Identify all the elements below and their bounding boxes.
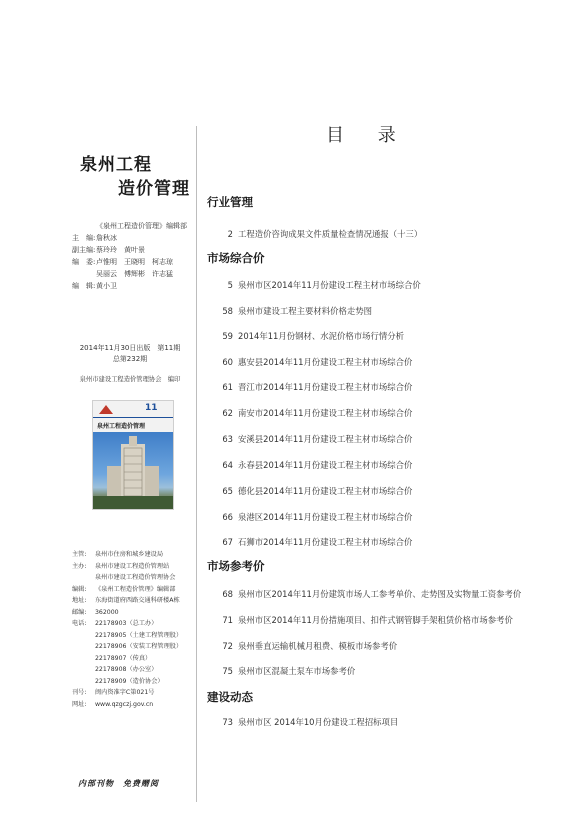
magazine-logo bbox=[80, 150, 190, 200]
info-row: 22178908（办公室） bbox=[95, 666, 158, 673]
toc-entry-title: 泉州市区混凝土泵车市场参考价 bbox=[238, 666, 356, 676]
toc-entry bbox=[207, 356, 412, 368]
toc-entry-title: 泉州市区2014年11月份建筑市场人工参考单价、走势图及实物量工资参考价 bbox=[238, 589, 522, 599]
publication-info bbox=[72, 549, 196, 710]
toc-entry bbox=[207, 305, 372, 317]
issue-info bbox=[72, 343, 188, 365]
toc-page-number: 75 bbox=[222, 666, 233, 676]
toc-entry-title: 永春县2014年11月份建设工程主材市场综合价 bbox=[238, 460, 413, 470]
toc-page-number: 5 bbox=[227, 280, 233, 290]
toc-entry-title: 工程造价咨询成果文件质量检查情况通报（十三） bbox=[238, 229, 423, 239]
info-row: 编辑: 《泉州工程造价管理》编辑部 bbox=[72, 585, 176, 593]
toc-entry-title: 安溪县2014年11月份建设工程主材市场综合价 bbox=[238, 434, 413, 444]
toc-entry bbox=[207, 511, 412, 523]
toc-entry bbox=[207, 716, 398, 728]
toc-page-number: 58 bbox=[222, 306, 233, 316]
toc-entry-title: 南安市2014年11月份建设工程主材市场综合价 bbox=[238, 408, 413, 418]
building-illustration bbox=[93, 432, 173, 509]
cover-rule bbox=[93, 417, 173, 418]
info-row: 22178907（传真） bbox=[95, 654, 152, 662]
cover-issue-number: 11 bbox=[145, 403, 158, 413]
toc-section-heading: 市场综合价 bbox=[207, 251, 265, 265]
toc-entry-title: 晋江市2014年11月份建设工程主材市场综合价 bbox=[238, 382, 413, 392]
toc-entry-title: 泉港区2014年11月份建设工程主材市场综合价 bbox=[238, 512, 413, 522]
toc-page-number: 68 bbox=[222, 589, 233, 599]
toc-page-number: 71 bbox=[222, 615, 233, 625]
toc-page-number: 73 bbox=[222, 717, 233, 727]
toc-entry-title: 泉州市区 2014年10月份建设工程招标项目 bbox=[238, 717, 399, 727]
toc-section-heading: 建设动态 bbox=[207, 690, 253, 704]
toc-page-number: 63 bbox=[222, 434, 233, 444]
distribution-notice: 内部刊物 免费赠阅 bbox=[78, 779, 159, 788]
info-row: 网址: www.qzgczj.gov.cn bbox=[72, 700, 154, 708]
staff-row: 编 辑:黄小卫 bbox=[72, 282, 117, 290]
info-row: 电话: 22178903（总工办） bbox=[72, 620, 158, 627]
toc-entry-title: 泉州市区2014年11月份措施项目、扣件式钢管脚手架租赁价格市场参考价 bbox=[238, 615, 513, 625]
toc-section-heading: 市场参考价 bbox=[207, 559, 265, 573]
toc-entry bbox=[207, 459, 412, 471]
toc-entry-title: 2014年11月份钢材、水泥价格市场行情分析 bbox=[238, 331, 404, 341]
printed-by: 泉州市建设工程造价管理协会 编印 bbox=[79, 376, 181, 383]
info-row: 22178909（造价协会） bbox=[95, 677, 164, 685]
issue-date: 2014年11月30日出版 第11期 bbox=[79, 344, 181, 352]
toc-entry bbox=[207, 330, 404, 342]
toc-entry bbox=[207, 407, 412, 419]
toc-entry bbox=[207, 536, 412, 548]
association-logo-icon bbox=[99, 405, 113, 414]
toc-page-number: 65 bbox=[222, 486, 233, 496]
info-row: 22178906（安装工程管理股） bbox=[95, 643, 183, 650]
info-row: 22178905（土建工程管理股） bbox=[95, 631, 183, 639]
toc-page-number: 67 bbox=[222, 537, 233, 547]
toc-entry bbox=[207, 665, 355, 677]
logo-line-1: 泉州工程 bbox=[80, 155, 152, 175]
toc-entry-title: 惠安县2014年11月份建设工程主材市场综合价 bbox=[238, 357, 413, 367]
cover-building-photo bbox=[93, 432, 173, 509]
staff-row: 副主编:蔡玲玲 黄叶景 bbox=[72, 246, 145, 254]
toc-entry bbox=[207, 640, 397, 652]
toc-entry bbox=[207, 588, 521, 600]
toc-entry bbox=[207, 228, 422, 240]
info-row: 泉州市建设工程造价管理协会 bbox=[95, 574, 176, 581]
toc-entry-title: 泉州市建设工程主要材料价格走势图 bbox=[238, 306, 372, 316]
staff-row: 吴丽云 傅辉彬 许志猛 bbox=[96, 270, 173, 278]
toc-entry bbox=[207, 279, 421, 291]
toc-entry-title: 石狮市2014年11月份建设工程主材市场综合价 bbox=[238, 537, 413, 547]
toc-page-number: 64 bbox=[222, 460, 233, 470]
info-row: 地址: 东海街道府西路交通科研楼A栋 bbox=[72, 597, 180, 604]
toc-section-heading: 行业管理 bbox=[207, 195, 253, 209]
toc-entry-title: 泉州市区2014年11月份建设工程主材市场综合价 bbox=[238, 280, 421, 290]
toc-page-number: 59 bbox=[222, 331, 233, 341]
toc-entry-title: 德化县2014年11月份建设工程主材市场综合价 bbox=[238, 486, 413, 496]
toc-title: 目 录 bbox=[326, 125, 410, 146]
logo-line-2: 造价管理 bbox=[118, 179, 190, 199]
toc-entry bbox=[207, 485, 412, 497]
toc-entry-title: 泉州垂直运输机械月租费、模板市场参考价 bbox=[238, 641, 398, 651]
toc-page-number: 61 bbox=[222, 382, 233, 392]
toc-page-number: 72 bbox=[222, 641, 233, 651]
column-divider bbox=[196, 126, 197, 802]
staff-row: 编 委:卢惟明 王晓明 柯志琼 bbox=[72, 258, 173, 266]
toc-entry bbox=[207, 614, 513, 626]
cover-title: 泉州工程造价管理 bbox=[97, 423, 146, 430]
staff-row: 《泉州工程造价管理》编辑部 bbox=[96, 222, 187, 230]
info-row: 主管: 泉州市住房和城乡建设局 bbox=[72, 551, 164, 558]
info-row: 刊号: 闽内资准字C第021号 bbox=[72, 689, 155, 696]
toc-page-number: 62 bbox=[222, 408, 233, 418]
cover-thumbnail bbox=[92, 400, 174, 510]
toc-page-number: 2 bbox=[227, 229, 233, 239]
staff-row: 主 编:詹秋冰 bbox=[72, 234, 117, 242]
issue-total: 总第232期 bbox=[112, 355, 148, 363]
info-row: 邮编: 362000 bbox=[72, 608, 119, 616]
toc-entry bbox=[207, 433, 412, 445]
toc-page-number: 66 bbox=[222, 512, 233, 522]
editorial-staff bbox=[72, 220, 196, 292]
toc-entry bbox=[207, 381, 412, 393]
info-row: 主办: 泉州市建设工程造价管理站 bbox=[72, 562, 170, 570]
toc-page-number: 60 bbox=[222, 357, 233, 367]
